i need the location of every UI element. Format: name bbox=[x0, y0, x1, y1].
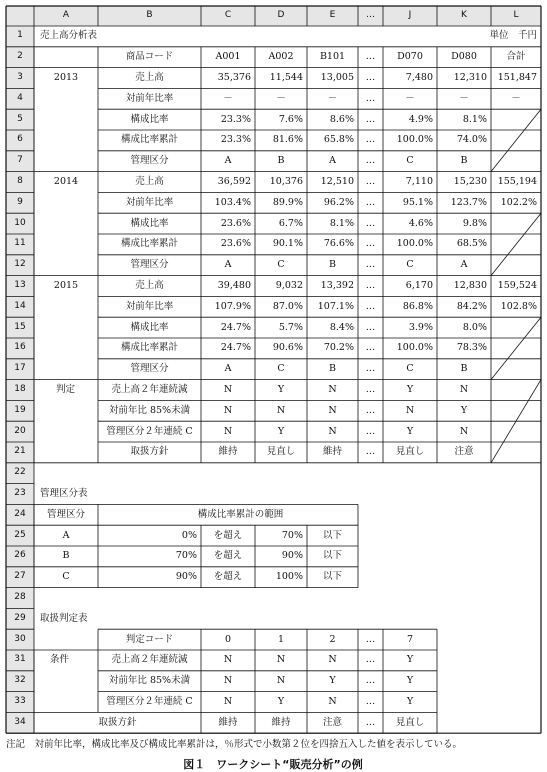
row-number: 22 bbox=[14, 467, 26, 478]
judge-value: 注意 bbox=[454, 446, 474, 458]
empty-cell-diagonal bbox=[491, 109, 541, 171]
column-header: L bbox=[513, 10, 519, 20]
sales-value: 5.7% bbox=[278, 321, 303, 333]
metric-label: 管理区分 bbox=[130, 259, 169, 271]
column-header: K bbox=[461, 10, 467, 20]
sales-value: 6,170 bbox=[405, 280, 433, 291]
policy-label: 取扱方針 bbox=[130, 446, 169, 458]
sales-value: C bbox=[406, 259, 414, 271]
judge-value: … bbox=[365, 404, 376, 416]
judge-value: N bbox=[328, 384, 337, 395]
condition-value: N bbox=[223, 675, 233, 687]
sales-value: … bbox=[365, 176, 376, 187]
sales-value: 12,830 bbox=[453, 280, 487, 291]
condition-value: N bbox=[223, 696, 233, 707]
condition-value: N bbox=[223, 654, 233, 666]
sales-value: 8.4% bbox=[329, 321, 354, 333]
sales-value: B bbox=[460, 155, 468, 167]
sales-header-cell: 商品コード bbox=[125, 51, 174, 63]
row-number: 27 bbox=[14, 571, 26, 582]
sales-header-cell: A001 bbox=[215, 51, 241, 63]
sales-value: 24.7% bbox=[220, 342, 251, 354]
handling-policy: … bbox=[365, 716, 376, 728]
sales-header-cell: B101 bbox=[319, 51, 346, 63]
empty-cell-diagonal bbox=[491, 213, 541, 275]
row-number: 10 bbox=[14, 217, 26, 228]
row-number: 26 bbox=[14, 550, 26, 561]
metric-label: 構成比率累計 bbox=[120, 238, 179, 250]
sales-value: 68.5% bbox=[456, 238, 487, 250]
judge-value: 見直し bbox=[395, 446, 425, 458]
sales-value: 81.6% bbox=[272, 134, 303, 146]
judge-value: N bbox=[223, 425, 233, 437]
metric-label: 対前年比率 bbox=[125, 196, 174, 208]
sales-value: 35,376 bbox=[217, 72, 251, 83]
condition-value: Y bbox=[406, 654, 414, 666]
judge-value: Y bbox=[406, 384, 414, 395]
sales-value: 24.7% bbox=[220, 321, 251, 333]
mgmt-upper-bound: 70% bbox=[281, 529, 303, 541]
condition-value: Y bbox=[406, 675, 414, 687]
sales-value: 107.9% bbox=[214, 300, 251, 312]
row-number: 8 bbox=[17, 176, 23, 186]
sales-value: － bbox=[276, 92, 286, 104]
sales-value: … bbox=[365, 363, 376, 375]
row-number: 6 bbox=[17, 134, 23, 145]
row-number: 33 bbox=[14, 696, 26, 706]
metric-label: 売上高 bbox=[135, 280, 164, 291]
row-number: 17 bbox=[14, 363, 26, 374]
mgmt-category: C bbox=[62, 571, 70, 583]
sales-value: 13,005 bbox=[320, 72, 354, 83]
sales-value: 23.3% bbox=[220, 134, 251, 146]
row-number: 31 bbox=[14, 654, 26, 665]
condition-label: 対前年比 85%未満 bbox=[108, 675, 191, 687]
row-number: 12 bbox=[14, 259, 26, 270]
condition-value: … bbox=[365, 675, 376, 687]
sales-value: 12,310 bbox=[453, 72, 487, 83]
row-number: 4 bbox=[17, 92, 23, 103]
row-number: 18 bbox=[14, 384, 26, 394]
judge-code: 2 bbox=[329, 633, 336, 645]
sales-value: 76.6% bbox=[323, 238, 354, 250]
judge-value: Y bbox=[277, 425, 285, 437]
mgmt-connector: を超え bbox=[213, 550, 243, 562]
sales-header-cell: A002 bbox=[268, 51, 294, 63]
sales-value: 23.3% bbox=[220, 113, 251, 125]
mgmt-header-category: 管理区分 bbox=[46, 508, 86, 520]
sales-value: A bbox=[329, 155, 336, 167]
sales-value: 8.1% bbox=[329, 217, 354, 229]
row-number: 11 bbox=[14, 238, 26, 249]
row-number: 29 bbox=[14, 612, 26, 623]
sales-value: 7,480 bbox=[405, 72, 433, 83]
sales-value: 9,032 bbox=[275, 280, 303, 291]
sales-value: 102.8% bbox=[500, 300, 537, 312]
sales-value: 86.8% bbox=[402, 300, 433, 312]
sales-value: － bbox=[223, 92, 233, 104]
empty-cell-diagonal bbox=[491, 317, 541, 379]
judge-value: N bbox=[459, 425, 469, 437]
sales-value: 95.1% bbox=[402, 196, 433, 208]
sales-value: 13,392 bbox=[320, 280, 354, 291]
sales-value: B bbox=[277, 155, 285, 167]
sales-value: 4.6% bbox=[408, 217, 433, 229]
sales-value: 87.0% bbox=[272, 300, 303, 312]
column-header: A bbox=[62, 10, 70, 20]
sales-value: 100.0% bbox=[396, 134, 433, 146]
sales-header-cell: … bbox=[365, 51, 376, 63]
row-number: 7 bbox=[17, 155, 23, 166]
judge-value: N bbox=[328, 425, 337, 437]
sales-value: 123.7% bbox=[450, 196, 487, 208]
judge-value: Y bbox=[460, 404, 468, 416]
condition-value: … bbox=[365, 696, 376, 707]
sales-value: 39,480 bbox=[217, 280, 251, 291]
judge-label: 判定 bbox=[56, 384, 76, 395]
sales-value: － bbox=[405, 92, 415, 104]
metric-label: 管理区分 bbox=[130, 155, 169, 167]
sales-value: A bbox=[224, 363, 232, 375]
sales-value: … bbox=[365, 342, 376, 354]
handling-policy-label: 取扱方針 bbox=[98, 716, 137, 728]
sales-value: C bbox=[277, 363, 285, 375]
metric-label: 対前年比率 bbox=[125, 300, 174, 312]
sales-value: 155,194 bbox=[497, 176, 537, 187]
sales-header-cell: 合計 bbox=[506, 51, 526, 63]
row-number: 9 bbox=[17, 196, 23, 207]
sales-value: 100.0% bbox=[396, 238, 433, 250]
sales-value: … bbox=[365, 92, 376, 104]
sales-value: B bbox=[329, 363, 336, 375]
sales-value: … bbox=[365, 196, 376, 208]
judge-value: N bbox=[223, 384, 233, 395]
column-header: C bbox=[224, 10, 232, 20]
sales-table-title: 売上高分析表 bbox=[40, 30, 98, 42]
condition-value: N bbox=[328, 654, 337, 666]
mgmt-connector: 以下 bbox=[322, 550, 343, 562]
mgmt-connector: 以下 bbox=[322, 529, 343, 541]
figure-caption: 図１ ワークシート“販売分析”の例 bbox=[183, 758, 363, 771]
judge-value: … bbox=[365, 446, 376, 458]
judge-code: 1 bbox=[277, 633, 285, 645]
row-number: 5 bbox=[17, 113, 23, 124]
sales-value: B bbox=[329, 259, 336, 271]
sales-value: … bbox=[365, 134, 376, 146]
mgmt-lower-bound: 0% bbox=[181, 529, 197, 541]
sales-value: … bbox=[365, 321, 376, 333]
sales-value: 23.6% bbox=[220, 217, 251, 229]
judge-value: … bbox=[365, 425, 376, 437]
footnote: 注記 対前年比率，構成比率及び構成比率累計は，％形式で小数第２位を四捨五入した値を表示している。 bbox=[6, 739, 463, 750]
sales-value: 151,847 bbox=[497, 72, 537, 83]
sales-value: A bbox=[224, 259, 232, 271]
row-number: 20 bbox=[14, 425, 26, 436]
sales-value: 84.2% bbox=[456, 300, 487, 312]
year-label: 2015 bbox=[53, 280, 79, 291]
judge-value: 維持 bbox=[218, 446, 238, 458]
handling-table-title: 取扱判定表 bbox=[40, 612, 88, 624]
sales-value: … bbox=[365, 259, 376, 271]
row-number: 24 bbox=[14, 508, 26, 519]
row-number: 3 bbox=[17, 72, 23, 82]
condition-value: … bbox=[365, 654, 376, 666]
year-label: 2014 bbox=[53, 176, 79, 187]
sales-value: 90.1% bbox=[272, 238, 303, 250]
handling-policy: 注意 bbox=[322, 716, 343, 728]
sales-value: 23.6% bbox=[220, 238, 251, 250]
condition-value: N bbox=[276, 654, 286, 666]
mgmt-lower-bound: 70% bbox=[175, 550, 197, 562]
condition-value: N bbox=[276, 675, 286, 687]
sales-header-cell: D080 bbox=[451, 51, 477, 63]
column-header: E bbox=[329, 10, 336, 20]
sales-value: 7,110 bbox=[405, 176, 433, 187]
sales-value: … bbox=[365, 217, 376, 229]
sales-value: … bbox=[365, 72, 376, 83]
sales-value: － bbox=[459, 92, 469, 104]
condition-value: N bbox=[328, 696, 337, 707]
sales-value: … bbox=[365, 238, 376, 250]
row-number: 13 bbox=[14, 280, 26, 290]
metric-label: 構成比率 bbox=[130, 113, 169, 125]
sales-value: 8.1% bbox=[462, 113, 487, 125]
sales-value: 159,524 bbox=[497, 280, 537, 291]
condition-label: 管理区分２年連続 C bbox=[106, 696, 193, 707]
sales-value: C bbox=[406, 363, 414, 375]
mgmt-lower-bound: 90% bbox=[175, 571, 197, 583]
sales-value: 74.0% bbox=[456, 134, 487, 146]
year-label: 2013 bbox=[53, 72, 79, 83]
row-number: 32 bbox=[14, 675, 26, 686]
judge-condition: 管理区分２年連続 C bbox=[106, 425, 193, 437]
sales-value: 10,376 bbox=[269, 176, 303, 187]
judge-value: N bbox=[459, 384, 469, 395]
sales-value: A bbox=[460, 259, 468, 271]
sales-value: 7.6% bbox=[278, 113, 303, 125]
sales-value: 9.8% bbox=[462, 217, 487, 229]
sales-value: 102.2% bbox=[500, 196, 537, 208]
sales-value: B bbox=[460, 363, 468, 375]
row-number: 1 bbox=[17, 30, 23, 41]
judge-value: 見直し bbox=[266, 446, 296, 458]
sales-value: … bbox=[365, 300, 376, 312]
mgmt-category: B bbox=[62, 550, 70, 562]
metric-label: 構成比率累計 bbox=[120, 342, 179, 354]
conditions-label: 条件 bbox=[50, 654, 70, 666]
row-number: 28 bbox=[14, 592, 26, 602]
sales-value: 89.9% bbox=[272, 196, 303, 208]
metric-label: 構成比率 bbox=[130, 321, 169, 333]
row-number: 23 bbox=[14, 488, 26, 498]
row-number: 2 bbox=[17, 51, 23, 62]
sales-value: C bbox=[406, 155, 414, 167]
row-number: 25 bbox=[14, 529, 26, 540]
column-header: D bbox=[277, 10, 285, 20]
judge-condition: 対前年比 85%未満 bbox=[108, 404, 191, 416]
judge-code: 0 bbox=[224, 633, 232, 645]
column-header: J bbox=[408, 10, 412, 20]
sales-value: 6.7% bbox=[278, 217, 303, 229]
sales-value: 65.8% bbox=[323, 134, 354, 146]
sales-value: … bbox=[365, 155, 376, 167]
metric-label: 構成比率累計 bbox=[120, 134, 179, 146]
mgmt-category: A bbox=[62, 529, 70, 541]
sales-value: 96.2% bbox=[323, 196, 354, 208]
judge-value: N bbox=[405, 404, 415, 416]
sales-value: 11,544 bbox=[269, 72, 303, 83]
row-number: 21 bbox=[14, 446, 26, 457]
condition-value: Y bbox=[277, 696, 285, 707]
judge-value: … bbox=[365, 384, 376, 395]
row-number: 30 bbox=[14, 633, 26, 644]
sales-value: C bbox=[277, 259, 285, 271]
sales-value: 90.6% bbox=[272, 342, 303, 354]
sales-value: 3.9% bbox=[408, 321, 433, 333]
judge-condition: 売上高２年連続減 bbox=[111, 384, 188, 395]
sales-value: 8.0% bbox=[462, 321, 487, 333]
judge-code: 7 bbox=[406, 633, 414, 645]
sales-value: 4.9% bbox=[408, 113, 433, 125]
metric-label: 管理区分 bbox=[130, 363, 169, 375]
column-header: B bbox=[146, 10, 153, 20]
row-number: 34 bbox=[14, 716, 26, 727]
handling-policy: 維持 bbox=[218, 716, 238, 728]
sales-value: 107.1% bbox=[317, 300, 354, 312]
row-number: 19 bbox=[14, 404, 26, 415]
mgmt-connector: 以下 bbox=[322, 571, 343, 583]
sales-value: 100.0% bbox=[396, 342, 433, 354]
sales-value: 12,510 bbox=[320, 176, 354, 187]
mgmt-upper-bound: 100% bbox=[275, 571, 303, 583]
judge-value: N bbox=[223, 404, 233, 416]
sales-value: A bbox=[224, 155, 232, 167]
handling-policy: 見直し bbox=[395, 716, 425, 728]
row-number: 16 bbox=[14, 342, 26, 353]
mgmt-table-title: 管理区分表 bbox=[40, 488, 88, 499]
handling-policy: 維持 bbox=[271, 716, 291, 728]
row-number: 15 bbox=[14, 321, 26, 332]
mgmt-connector: を超え bbox=[213, 571, 243, 583]
condition-label: 売上高２年連続減 bbox=[111, 654, 188, 666]
metric-label: 対前年比率 bbox=[125, 92, 174, 104]
sales-value: 78.3% bbox=[456, 342, 487, 354]
metric-label: 売上高 bbox=[135, 176, 164, 187]
sales-value: … bbox=[365, 113, 376, 125]
sales-value: 8.6% bbox=[329, 113, 354, 125]
judge-code-label: 判定コード bbox=[125, 633, 174, 645]
sales-value: 36,592 bbox=[217, 176, 251, 187]
judge-value: Y bbox=[406, 425, 414, 437]
judge-code: … bbox=[365, 633, 376, 645]
sales-value: 103.4% bbox=[214, 196, 251, 208]
sales-value: － bbox=[327, 92, 338, 104]
condition-value: Y bbox=[406, 696, 414, 707]
sales-value: － bbox=[511, 92, 521, 104]
metric-label: 売上高 bbox=[135, 72, 164, 83]
judge-value: N bbox=[276, 404, 286, 416]
mgmt-upper-bound: 90% bbox=[281, 550, 303, 562]
sales-value: 15,230 bbox=[453, 176, 487, 187]
sales-value: … bbox=[365, 280, 376, 291]
judge-value: N bbox=[328, 404, 337, 416]
unit-label: 単位 千円 bbox=[489, 30, 537, 42]
mgmt-header-range: 構成比率累計の範囲 bbox=[197, 508, 284, 520]
judge-value: Y bbox=[277, 384, 285, 395]
sales-header-cell: D070 bbox=[397, 51, 423, 63]
column-header: … bbox=[366, 10, 375, 20]
condition-value: Y bbox=[329, 675, 336, 687]
mgmt-connector: を超え bbox=[213, 529, 243, 541]
sales-value: 70.2% bbox=[323, 342, 354, 354]
judge-value: 維持 bbox=[322, 446, 343, 458]
metric-label: 構成比率 bbox=[130, 217, 169, 229]
row-number: 14 bbox=[14, 300, 26, 311]
